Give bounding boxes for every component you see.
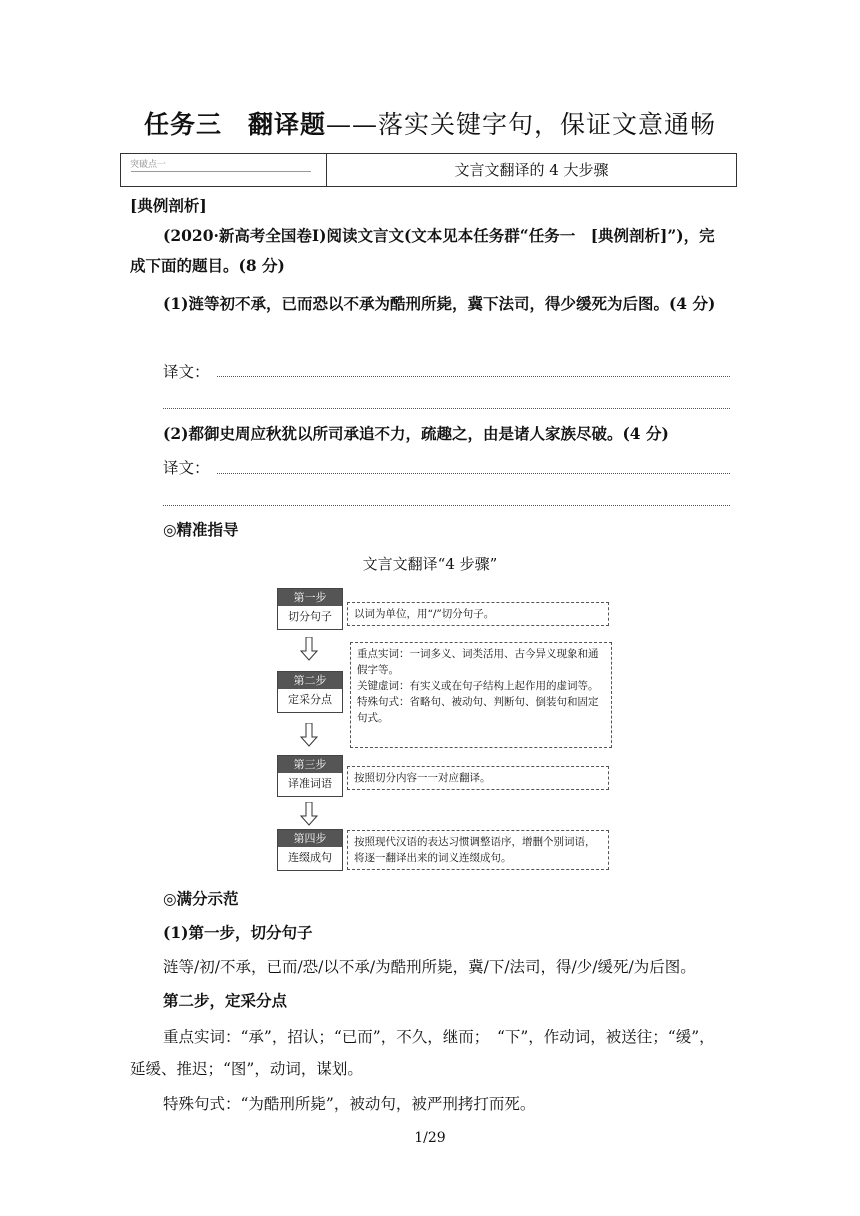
topic-tag-underline: [131, 171, 311, 172]
step-3-desc: 按照切分内容一一对应翻译。: [347, 766, 609, 790]
down-arrow-icon: [300, 723, 318, 747]
step-3-box: [277, 755, 343, 797]
answer-2-label: 译文：: [163, 459, 210, 477]
step-3-body: 译准词语: [288, 777, 332, 790]
step-2-head: 第二步: [278, 672, 342, 689]
section-heading-example: [典例剖析]: [130, 196, 207, 215]
step-1-head: 第一步: [278, 589, 342, 606]
topic-tag-label: 突破点一: [130, 160, 167, 170]
step-2-desc: 重点实词：一词多义、词类活用、古今异义现象和通假字等。 关键虚词：有实义或在句子结构上起作用的虚词等。 特殊句式：省略句、被动句、判断句、倒装句和固定句式。: [350, 642, 612, 748]
step-1-desc: 以词为单位，用“/”切分句子。: [347, 602, 609, 626]
demo-step1-title: (1)第一步，切分句子: [163, 923, 313, 942]
step-4-head: 第四步: [278, 830, 342, 847]
topic-tag: [121, 154, 327, 186]
answer-1-line-2[interactable]: [163, 408, 730, 409]
step-3-head: 第三步: [278, 756, 342, 773]
demo-step1-text: 涟等/初/不承，已而/恐/以不承/为酷刑所毙，冀/下/法司，得/少/缓死/为后图。: [163, 958, 696, 976]
step-4-box: [277, 829, 343, 871]
step-4-desc: 按照现代汉语的表达习惯调整语序，增删个别词语，将逐一翻译出来的词义连缀成句。: [347, 830, 609, 870]
question-intro: [130, 221, 730, 281]
question-1-text: (1)涟等初不承，已而恐以不承为酷刑所毙，冀下法司，得少缓死为后图。(4 分): [163, 294, 716, 313]
title-sub: ——落实关键字句，保证文意通畅: [326, 110, 717, 139]
demo-step2-text: 重点实词：“承”，招认；“已而”，不久，继而； “下”，作动词，被送往；“缓”，延缓、推迟；“图”，动词，谋划。: [130, 1028, 715, 1078]
page-number: 1/29: [414, 1130, 446, 1146]
title-main: 任务三 翻译题: [143, 110, 326, 139]
down-arrow-icon: [300, 637, 318, 661]
answer-2-line-1[interactable]: [217, 473, 730, 474]
topic-title: 文言文翻译的 4 大步骤: [454, 161, 609, 179]
question-2-text: (2)都御史周应秋犹以所司承追不力，疏趣之，由是诸人家族尽破。(4 分): [163, 424, 669, 443]
demo-heading: ◎满分示范: [163, 889, 239, 908]
question-1: [130, 289, 730, 319]
guide-heading: ◎精准指导: [163, 520, 239, 539]
down-arrow-icon: [300, 802, 318, 826]
question-2: [130, 419, 730, 449]
step-2-box: [277, 671, 343, 713]
demo-step2-title: 第二步，定采分点: [163, 991, 288, 1010]
topic-table: [120, 153, 737, 187]
answer-2-line-2[interactable]: [163, 505, 730, 506]
page-title: [0, 105, 860, 141]
step-4-body: 连缀成句: [288, 851, 332, 864]
question-intro-text: (2020·新高考全国卷Ⅰ)阅读文言文(文本见本任务群“任务一 [典例剖析]”)，完成下面的题目。(8 分): [130, 226, 715, 275]
answer-1-label: 译文：: [163, 363, 210, 381]
step-1-body: 切分句子: [288, 610, 332, 623]
answer-1-line-1[interactable]: [217, 376, 730, 377]
step-1-box: [277, 588, 343, 630]
demo-step2-special: 特殊句式：“为酷刑所毙”，被动句，被严刑拷打而死。: [163, 1095, 536, 1113]
step-2-body: 定采分点: [288, 693, 332, 706]
flow-caption: 文言文翻译“4 步骤”: [362, 555, 498, 573]
